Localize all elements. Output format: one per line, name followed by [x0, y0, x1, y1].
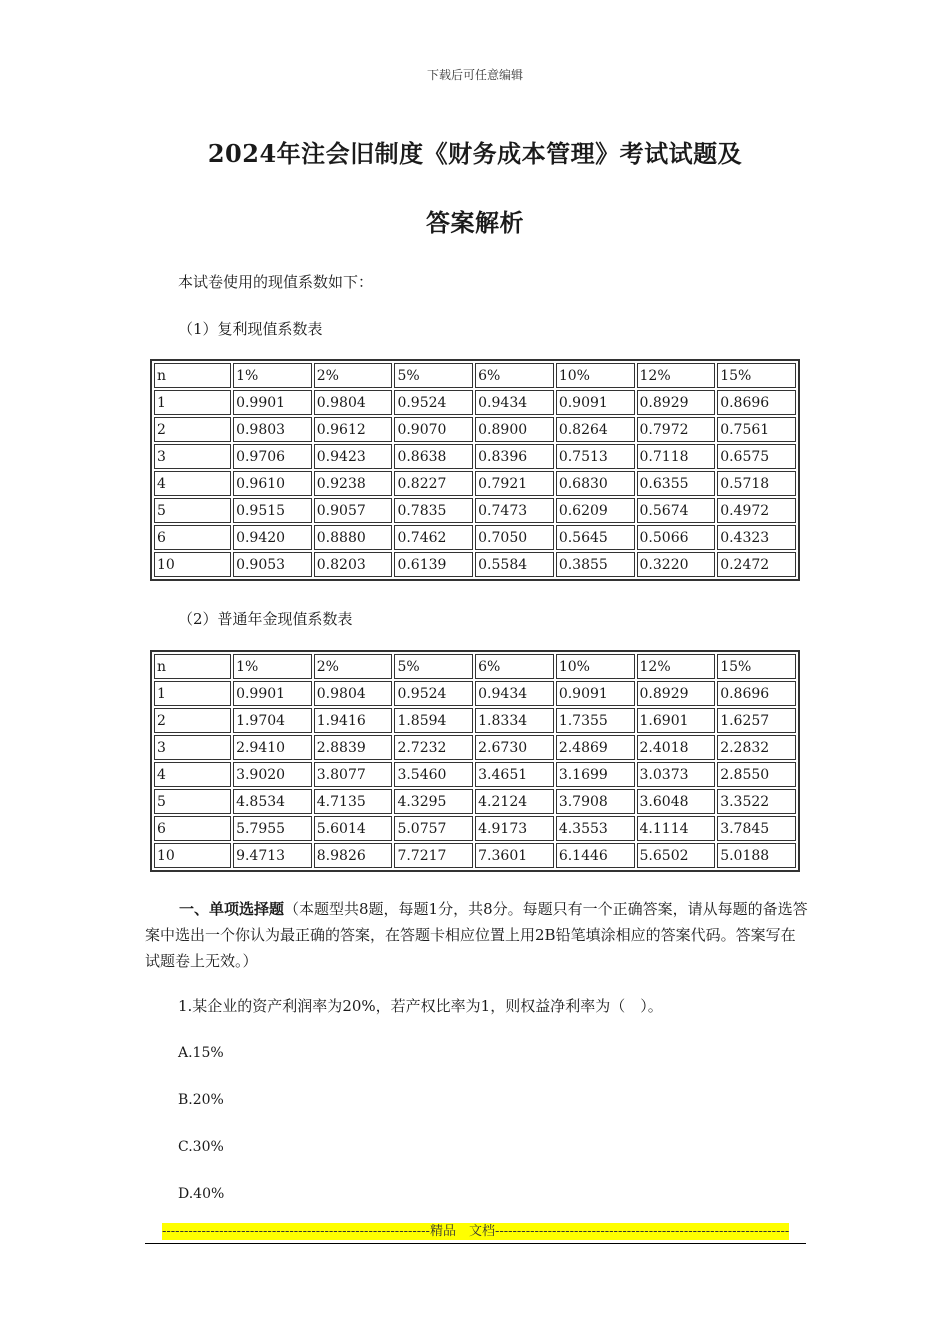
table-cell: 0.8396 [475, 444, 554, 469]
option-c: C.30% [178, 1139, 224, 1155]
table-cell: 9.4713 [233, 843, 312, 868]
table-header-cell: 10% [556, 363, 635, 388]
table-cell: 7.3601 [475, 843, 554, 868]
table-body [154, 363, 796, 577]
table-cell: 0.9091 [556, 681, 635, 706]
table-cell: 0.7050 [475, 525, 554, 550]
table-cell: 0.9238 [314, 471, 393, 496]
table-cell: 0.6355 [637, 471, 716, 496]
compound-pv-table [150, 359, 800, 581]
table-cell: 0.9434 [475, 390, 554, 415]
annuity-pv-table [150, 650, 800, 872]
section-heading: 一、单项选择题 [179, 900, 285, 918]
table-cell: 2.4018 [637, 735, 716, 760]
section-instructions: （本题型共8题，每题1分，共8分。每题只有一个正确答案，请从每题的备选答案中选出一个你认为最正确的答案，在答题卡相应位置上用2B铅笔填涂相应的答案代码。答案写在试题卷上无效。） [145, 900, 808, 970]
table-cell: 2 [154, 708, 231, 733]
table-cell: 2.7232 [394, 735, 473, 760]
table1-caption: （1）复利现值系数表 [178, 320, 323, 338]
table-cell: 2.8839 [314, 735, 393, 760]
page-title-line-1: 2024年注会旧制度《财务成本管理》考试试题及 [207, 139, 743, 168]
table-cell: 3.7908 [556, 789, 635, 814]
option-d: D.40% [178, 1186, 225, 1202]
table-cell: 0.7513 [556, 444, 635, 469]
table-cell: 3.8077 [314, 762, 393, 787]
table-cell: 0.4323 [717, 525, 796, 550]
table-cell: 10 [154, 843, 231, 868]
table-cell: 0.6830 [556, 471, 635, 496]
table-cell: 5 [154, 789, 231, 814]
table-cell: 1.6257 [717, 708, 796, 733]
table-cell: 0.9803 [233, 417, 312, 442]
section-1-intro [145, 896, 810, 974]
table-header-row [154, 654, 796, 679]
table-cell: 2.4869 [556, 735, 635, 760]
option-a: A.15% [178, 1045, 224, 1061]
table-cell: 0.8264 [556, 417, 635, 442]
table-row [154, 417, 796, 442]
table-cell: 0.3855 [556, 552, 635, 577]
table-cell: 0.8929 [637, 390, 716, 415]
table-cell: 0.9804 [314, 681, 393, 706]
table-cell: 0.5718 [717, 471, 796, 496]
table-cell: 2.8550 [717, 762, 796, 787]
table-cell: 0.9053 [233, 552, 312, 577]
table-cell: 0.7972 [637, 417, 716, 442]
table-row [154, 843, 796, 868]
table-header-cell: 1% [233, 654, 312, 679]
table-cell: 6 [154, 816, 231, 841]
table-header-cell: 6% [475, 654, 554, 679]
table-cell: 0.9706 [233, 444, 312, 469]
table-cell: 0.7118 [637, 444, 716, 469]
table-cell: 0.9070 [394, 417, 473, 442]
table-header-cell: 12% [637, 654, 716, 679]
table-cell: 5.6014 [314, 816, 393, 841]
table-cell: 0.6575 [717, 444, 796, 469]
table-cell: 0.5584 [475, 552, 554, 577]
header-note: 下载后可任意编辑 [426, 68, 523, 82]
table-cell: 4 [154, 762, 231, 787]
table-cell: 0.5674 [637, 498, 716, 523]
table-cell: 3.9020 [233, 762, 312, 787]
table-cell: 3.3522 [717, 789, 796, 814]
table-cell: 0.9524 [394, 390, 473, 415]
table-cell: 1.8334 [475, 708, 554, 733]
table-cell: 0.4972 [717, 498, 796, 523]
table-cell: 4.2124 [475, 789, 554, 814]
table-cell: 0.9423 [314, 444, 393, 469]
table-cell: 3.1699 [556, 762, 635, 787]
table-cell: 3 [154, 735, 231, 760]
table-cell: 0.9057 [314, 498, 393, 523]
table-cell: 1.9416 [314, 708, 393, 733]
table-header-cell: 6% [475, 363, 554, 388]
table-header-cell: 5% [394, 654, 473, 679]
table-cell: 0.7561 [717, 417, 796, 442]
table-cell: 1 [154, 681, 231, 706]
table-cell: 0.7462 [394, 525, 473, 550]
table-cell: 2.6730 [475, 735, 554, 760]
table-cell: 0.9524 [394, 681, 473, 706]
table-row [154, 525, 796, 550]
table-cell: 3 [154, 444, 231, 469]
table-row [154, 762, 796, 787]
table-row [154, 552, 796, 577]
table-cell: 0.9610 [233, 471, 312, 496]
table-body [154, 654, 796, 868]
table-cell: 3.6048 [637, 789, 716, 814]
table-header-cell: 12% [637, 363, 716, 388]
table-cell: 0.5066 [637, 525, 716, 550]
table-cell: 3.0373 [637, 762, 716, 787]
footer-banner: -------------------------------------------------------------精品 文档------------------------------------------------------------------- [162, 1224, 789, 1239]
table-cell: 2.2832 [717, 735, 796, 760]
table-row [154, 708, 796, 733]
table-cell: 0.2472 [717, 552, 796, 577]
option-b: B.20% [178, 1092, 224, 1108]
table-cell: 0.9434 [475, 681, 554, 706]
table-cell: 6 [154, 525, 231, 550]
table-cell: 1.7355 [556, 708, 635, 733]
table-row [154, 471, 796, 496]
footer-divider [145, 1243, 806, 1244]
table-cell: 0.7835 [394, 498, 473, 523]
table-header-cell: n [154, 363, 231, 388]
table-cell: 0.9515 [233, 498, 312, 523]
table-cell: 5.0188 [717, 843, 796, 868]
table-header-row [154, 363, 796, 388]
table-cell: 10 [154, 552, 231, 577]
table-row [154, 816, 796, 841]
table-row [154, 681, 796, 706]
table-cell: 3.5460 [394, 762, 473, 787]
table-cell: 0.9804 [314, 390, 393, 415]
table-cell: 1 [154, 390, 231, 415]
table-cell: 0.8227 [394, 471, 473, 496]
table-cell: 0.8880 [314, 525, 393, 550]
intro-text: 本试卷使用的现值系数如下： [178, 273, 374, 291]
table-cell: 4 [154, 471, 231, 496]
table-cell: 4.3295 [394, 789, 473, 814]
table-cell: 4.9173 [475, 816, 554, 841]
table-cell: 5.0757 [394, 816, 473, 841]
table-cell: 0.9901 [233, 390, 312, 415]
table-cell: 0.8696 [717, 681, 796, 706]
table-row [154, 498, 796, 523]
table-cell: 5 [154, 498, 231, 523]
table-header-cell: 2% [314, 654, 393, 679]
table-header-cell: 15% [717, 363, 796, 388]
table-header-cell: 10% [556, 654, 635, 679]
table2-caption: （2）普通年金现值系数表 [178, 610, 353, 628]
table-cell: 0.5645 [556, 525, 635, 550]
table-header-cell: 1% [233, 363, 312, 388]
question-1: 1.某企业的资产利润率为20%，若产权比率为1，则权益净利率为（ ）。 [178, 997, 663, 1015]
table-cell: 0.8203 [314, 552, 393, 577]
table-cell: 0.8900 [475, 417, 554, 442]
table-cell: 4.3553 [556, 816, 635, 841]
table-cell: 7.7217 [394, 843, 473, 868]
table-cell: 1.9704 [233, 708, 312, 733]
table-cell: 4.8534 [233, 789, 312, 814]
table-row [154, 735, 796, 760]
table-row [154, 390, 796, 415]
table-cell: 2 [154, 417, 231, 442]
table-cell: 3.4651 [475, 762, 554, 787]
table-cell: 0.7921 [475, 471, 554, 496]
table-cell: 4.7135 [314, 789, 393, 814]
table-cell: 4.1114 [637, 816, 716, 841]
table-cell: 5.6502 [637, 843, 716, 868]
table-cell: 0.9612 [314, 417, 393, 442]
table-header-cell: 5% [394, 363, 473, 388]
table-header-cell: 2% [314, 363, 393, 388]
table-cell: 0.8696 [717, 390, 796, 415]
table-cell: 0.9901 [233, 681, 312, 706]
table-cell: 5.7955 [233, 816, 312, 841]
table-cell: 2.9410 [233, 735, 312, 760]
table-cell: 0.9420 [233, 525, 312, 550]
table-row [154, 789, 796, 814]
table-cell: 0.9091 [556, 390, 635, 415]
table-cell: 0.8929 [637, 681, 716, 706]
table-cell: 0.8638 [394, 444, 473, 469]
table-cell: 0.7473 [475, 498, 554, 523]
table-row [154, 444, 796, 469]
table-cell: 3.7845 [717, 816, 796, 841]
table-cell: 8.9826 [314, 843, 393, 868]
page-title-line-2: 答案解析 [426, 208, 524, 237]
table-cell: 6.1446 [556, 843, 635, 868]
table-cell: 0.6139 [394, 552, 473, 577]
table-header-cell: 15% [717, 654, 796, 679]
table-cell: 1.8594 [394, 708, 473, 733]
table-cell: 0.3220 [637, 552, 716, 577]
table-cell: 1.6901 [637, 708, 716, 733]
table-cell: 0.6209 [556, 498, 635, 523]
table-header-cell: n [154, 654, 231, 679]
